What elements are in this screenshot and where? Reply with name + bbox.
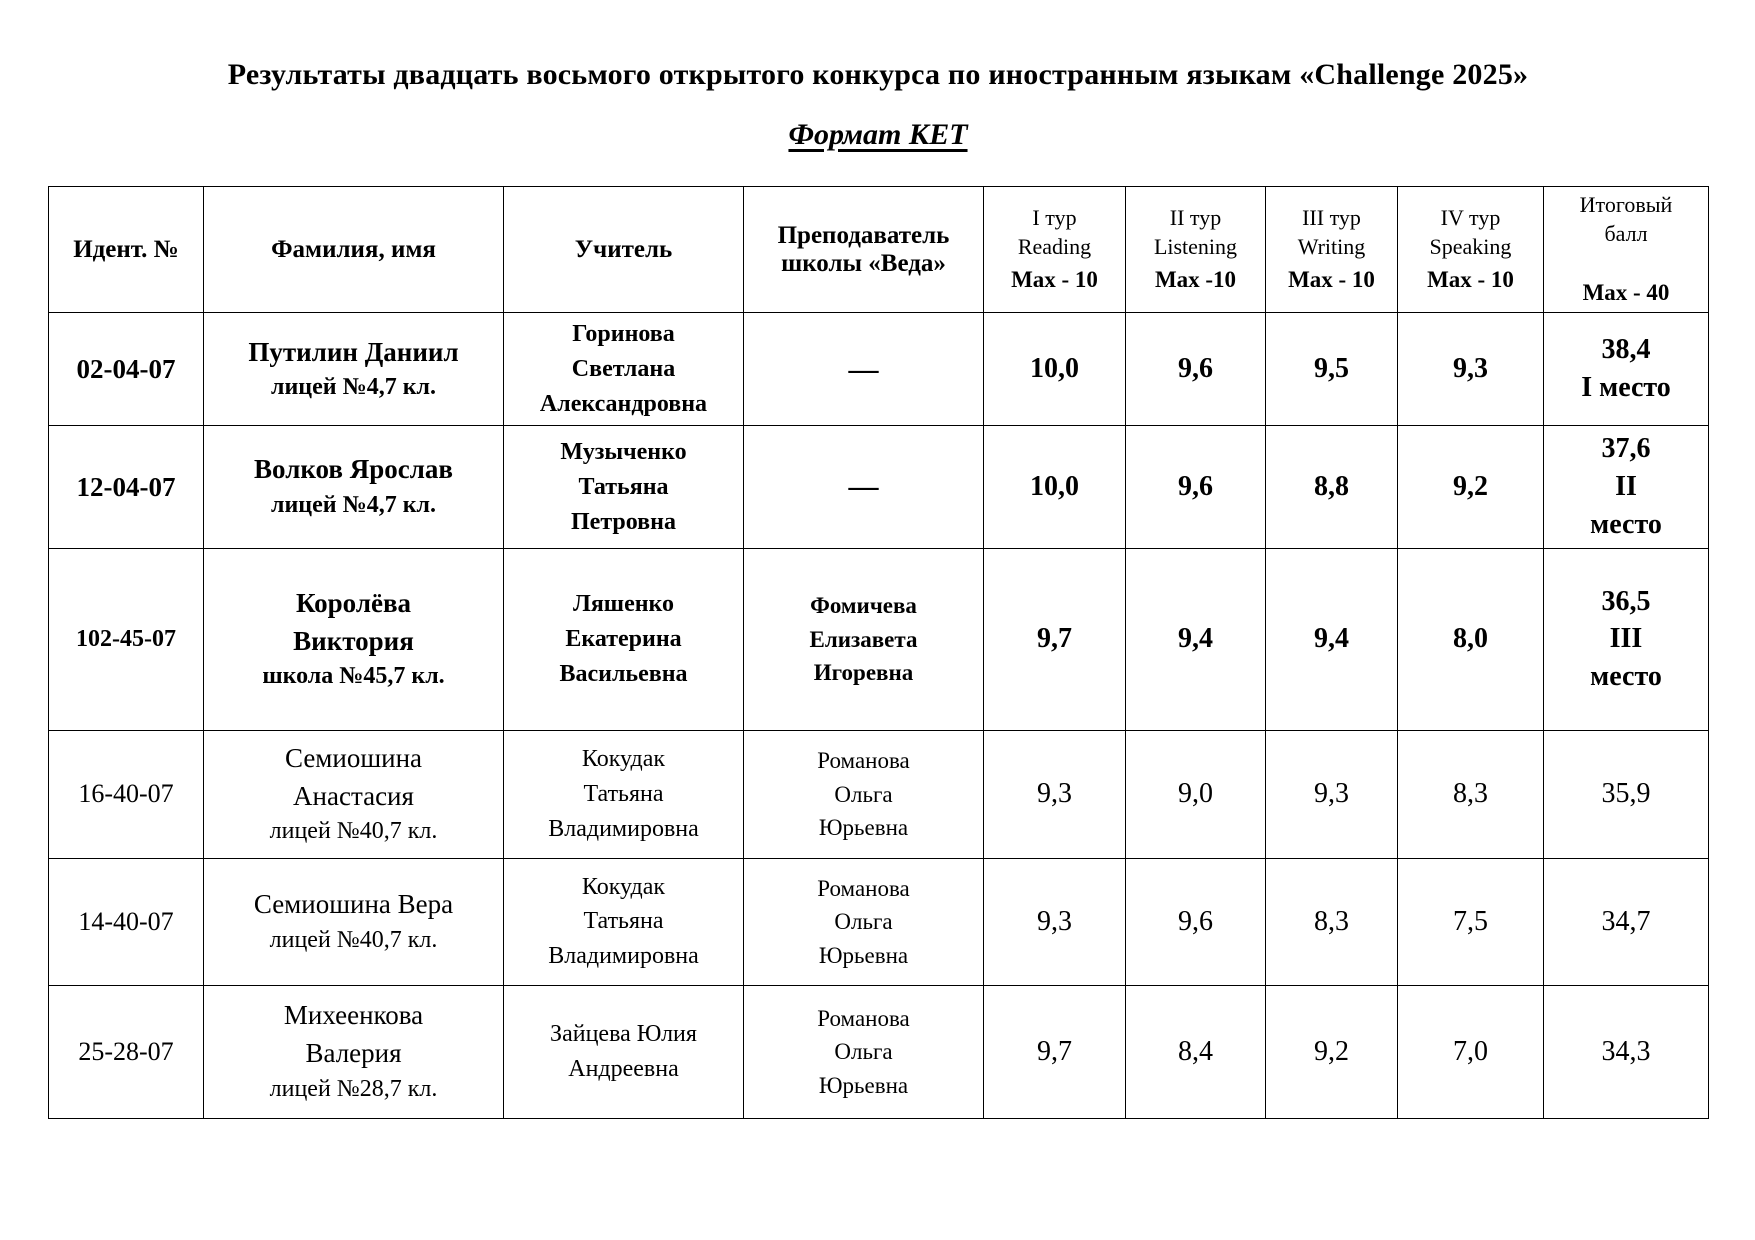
total-line: 35,9	[1601, 778, 1651, 810]
total-line: 36,5	[1601, 585, 1651, 617]
participant-name: Путилин Даниил	[248, 336, 459, 367]
teacher-line: Татьяна	[583, 908, 664, 935]
total-line: место	[1590, 509, 1662, 541]
veda-line: Ольга	[834, 781, 893, 807]
document-subtitle: Формат КЕТ	[788, 118, 968, 151]
veda-line: —	[848, 352, 879, 386]
cell-veda-teacher	[744, 730, 984, 858]
cell-name	[204, 426, 504, 548]
veda-line: Юрьевна	[818, 1072, 909, 1098]
header-ident: Идент. №	[49, 187, 204, 313]
cell-name	[204, 313, 504, 426]
total-line: 37,6	[1601, 433, 1651, 465]
table-row	[49, 985, 1709, 1118]
round-4-tour: IV тур	[1440, 205, 1501, 230]
cell-score-reading: 9,3	[984, 730, 1126, 858]
cell-veda-teacher	[744, 313, 984, 426]
total-line: место	[1590, 661, 1662, 693]
teacher-line: Ляшенко	[572, 591, 675, 618]
cell-total	[1544, 313, 1709, 426]
cell-score-speaking: 7,5	[1398, 858, 1544, 985]
header-teacher: Учитель	[504, 187, 744, 313]
cell-name	[204, 730, 504, 858]
veda-line: Игоревна	[813, 660, 914, 686]
round-4-skill: Speaking	[1429, 233, 1512, 259]
participant-name: Семиошина Вера	[253, 889, 454, 920]
teacher-line: Васильевна	[559, 660, 688, 687]
participant-name: Волков Ярослав	[254, 454, 453, 485]
round-2-tour: II тур	[1169, 205, 1222, 230]
veda-line: Фомичева	[810, 593, 917, 619]
participant-name: Королёва	[295, 587, 412, 618]
cell-ident: 02-04-07	[49, 313, 204, 426]
header-round-1	[984, 187, 1126, 313]
veda-line: Ольга	[834, 1039, 893, 1065]
teacher-line: Андреевна	[568, 1055, 679, 1082]
total-label-line1: Итоговый	[1579, 192, 1673, 217]
cell-score-writing: 9,2	[1266, 985, 1398, 1118]
cell-score-listening: 9,6	[1126, 858, 1266, 985]
veda-line: Романова	[817, 875, 910, 901]
participant-name: Валерия	[305, 1038, 402, 1069]
veda-line: —	[848, 470, 879, 504]
cell-score-listening: 9,6	[1126, 313, 1266, 426]
cell-total	[1544, 730, 1709, 858]
cell-score-speaking: 9,2	[1398, 426, 1544, 548]
veda-line: Романова	[817, 1005, 910, 1031]
cell-name	[204, 548, 504, 730]
teacher-line: Горинова	[572, 321, 675, 348]
teacher-line: Светлана	[571, 355, 676, 382]
results-table	[48, 186, 1709, 1119]
cell-score-speaking: 7,0	[1398, 985, 1544, 1118]
cell-teacher	[504, 426, 744, 548]
round-1-max: Max - 10	[1011, 267, 1098, 293]
veda-line: Юрьевна	[818, 815, 909, 841]
cell-veda-teacher	[744, 548, 984, 730]
document-title: Результаты двадцать восьмого открытого конкурса по иностранным языкам «Challenge 2025»	[227, 58, 1529, 91]
header-round-4	[1398, 187, 1544, 313]
cell-score-reading: 9,7	[984, 548, 1126, 730]
round-3-max: Max - 10	[1288, 267, 1375, 293]
cell-score-reading: 9,3	[984, 858, 1126, 985]
cell-teacher	[504, 858, 744, 985]
participant-school: лицей №28,7 кл.	[269, 1075, 438, 1102]
round-1-tour: I тур	[1032, 205, 1077, 230]
cell-ident: 25-28-07	[49, 985, 204, 1118]
round-4-max: Max - 10	[1427, 267, 1514, 293]
teacher-line: Владимировна	[548, 815, 699, 842]
header-round-2	[1126, 187, 1266, 313]
table-row	[49, 313, 1709, 426]
cell-teacher	[504, 548, 744, 730]
cell-score-writing: 9,3	[1266, 730, 1398, 858]
teacher-line: Татьяна	[583, 780, 664, 807]
cell-total	[1544, 858, 1709, 985]
participant-name: Семиошина	[284, 742, 423, 773]
cell-veda-teacher	[744, 426, 984, 548]
cell-veda-teacher	[744, 858, 984, 985]
header-total	[1544, 187, 1709, 313]
cell-score-writing: 8,8	[1266, 426, 1398, 548]
cell-ident: 102-45-07	[49, 548, 204, 730]
table-header-row	[49, 187, 1709, 313]
cell-total	[1544, 426, 1709, 548]
cell-score-reading: 9,7	[984, 985, 1126, 1118]
cell-score-reading: 10,0	[984, 313, 1126, 426]
cell-score-writing: 9,5	[1266, 313, 1398, 426]
teacher-line: Кокудак	[581, 746, 666, 773]
cell-name	[204, 985, 504, 1118]
teacher-line: Кокудак	[581, 873, 666, 900]
cell-score-writing: 9,4	[1266, 548, 1398, 730]
cell-total	[1544, 548, 1709, 730]
cell-total	[1544, 985, 1709, 1118]
total-label-line2: балл	[1604, 220, 1648, 246]
teacher-line: Владимировна	[548, 943, 699, 970]
cell-ident: 14-40-07	[49, 858, 204, 985]
participant-school: лицей №40,7 кл.	[269, 926, 438, 953]
cell-score-listening: 9,4	[1126, 548, 1266, 730]
cell-teacher	[504, 313, 744, 426]
total-line: III	[1609, 623, 1643, 655]
round-1-skill: Reading	[1017, 233, 1092, 259]
total-line: 34,7	[1601, 905, 1651, 937]
veda-line: Ольга	[834, 909, 893, 935]
cell-score-listening: 8,4	[1126, 985, 1266, 1118]
teacher-line: Екатерина	[565, 625, 682, 652]
cell-score-listening: 9,6	[1126, 426, 1266, 548]
round-3-skill: Writing	[1297, 233, 1366, 259]
veda-line: Юрьевна	[818, 942, 909, 968]
cell-ident: 16-40-07	[49, 730, 204, 858]
table-row	[49, 548, 1709, 730]
participant-school: лицей №4,7 кл.	[270, 374, 436, 401]
cell-score-reading: 10,0	[984, 426, 1126, 548]
teacher-line: Александровна	[539, 390, 708, 417]
teacher-line: Петровна	[571, 508, 676, 535]
total-line: 34,3	[1601, 1035, 1651, 1067]
round-2-max: Max -10	[1154, 267, 1237, 293]
table-row	[49, 426, 1709, 548]
cell-name	[204, 858, 504, 985]
table-row	[49, 858, 1709, 985]
cell-score-speaking: 8,0	[1398, 548, 1544, 730]
participant-name: Анастасия	[293, 780, 414, 811]
table-row	[49, 730, 1709, 858]
header-veda-teacher: Преподаватель школы «Веда»	[744, 187, 984, 313]
cell-veda-teacher	[744, 985, 984, 1118]
cell-teacher	[504, 730, 744, 858]
cell-score-speaking: 8,3	[1398, 730, 1544, 858]
veda-line: Елизавета	[809, 626, 918, 652]
teacher-line: Зайцева Юлия	[550, 1021, 697, 1048]
participant-school: лицей №40,7 кл.	[269, 818, 438, 845]
participant-school: лицей №4,7 кл.	[270, 492, 436, 519]
participant-name: Михеенкова	[283, 1000, 424, 1031]
teacher-line: Татьяна	[578, 473, 669, 500]
cell-score-writing: 8,3	[1266, 858, 1398, 985]
participant-school: школа №45,7 кл.	[262, 663, 445, 690]
header-name: Фамилия, имя	[204, 187, 504, 313]
participant-name: Виктория	[293, 625, 414, 656]
teacher-line: Музыченко	[560, 438, 687, 465]
cell-teacher	[504, 985, 744, 1118]
veda-line: Романова	[817, 748, 910, 774]
total-line: 38,4	[1601, 334, 1651, 366]
cell-score-speaking: 9,3	[1398, 313, 1544, 426]
header-round-3	[1266, 187, 1398, 313]
total-max: Max - 40	[1582, 280, 1670, 306]
round-2-skill: Listening	[1153, 233, 1238, 259]
cell-ident: 12-04-07	[49, 426, 204, 548]
cell-score-listening: 9,0	[1126, 730, 1266, 858]
round-3-tour: III тур	[1302, 205, 1361, 230]
total-line: I место	[1581, 372, 1671, 404]
total-line: II	[1615, 471, 1637, 503]
